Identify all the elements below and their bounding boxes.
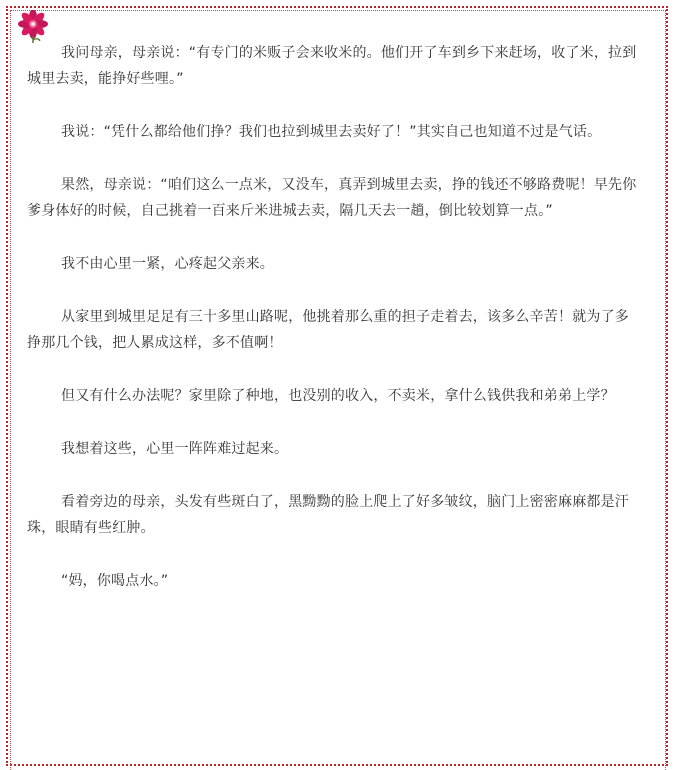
paragraph: 从家里到城里足足有三十多里山路呢，他挑着那么重的担子走着去，该多么辛苦！就为了多挣那几个钱，把人累成这样，多不值啊！ — [27, 309, 629, 351]
paragraph: 但又有什么办法呢？家里除了种地，也没别的收入，不卖米，拿什么钱供我和弟弟上学？ — [61, 388, 615, 404]
article-body — [27, 40, 642, 594]
paragraph: “妈，你喝点水。” — [61, 573, 169, 589]
paragraph: 我不由心里一紧，心疼起父亲来。 — [61, 256, 274, 272]
paragraph: 看着旁边的母亲，头发有些斑白了，黑黝黝的脸上爬上了好多皱纹，脑门上密密麻麻都是汗珠，眼睛有些红肿。 — [27, 494, 629, 536]
paragraph: 果然，母亲说：“咱们这么一点米，又没车，真弄到城里去卖，挣的钱还不够路费呢！早先你爹身体好的时候，自己挑着一百来斤米进城去卖，隔几天去一趟，倒比较划算一点。” — [27, 177, 637, 219]
flower-icon — [18, 10, 48, 44]
paragraph: 我想着这些，心里一阵阵难过起来。 — [61, 441, 289, 457]
paragraph: 我说：“凭什么都给他们挣？我们也拉到城里去卖好了！”其实自己也知道不过是气话。 — [61, 124, 602, 140]
paragraph: 我问母亲，母亲说：“有专门的米贩子会来收米的。他们开了车到乡下来赶场，收了米，拉到城里去卖，能挣好些哩。” — [27, 45, 637, 87]
